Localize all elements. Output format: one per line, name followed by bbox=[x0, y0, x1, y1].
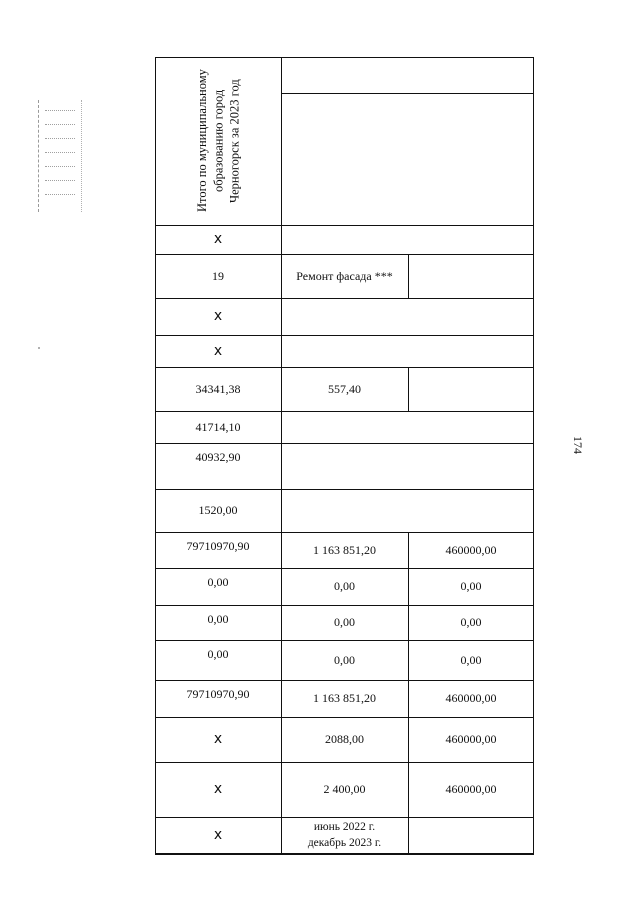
table-cell-col3: 460000,00 bbox=[445, 691, 497, 706]
table-cell-total: 0,00 bbox=[207, 647, 229, 661]
table-cell-col2: 2088,00 bbox=[325, 732, 364, 747]
page-number: 174 bbox=[571, 436, 585, 454]
table-cell-total: х bbox=[213, 308, 223, 325]
table-cell-col2 bbox=[281, 489, 408, 532]
table-cell-col3: 0,00 bbox=[460, 579, 482, 594]
table-cell-col2 bbox=[281, 298, 408, 335]
table-cell-col2: Ремонт фасада *** bbox=[296, 268, 393, 283]
faded-stamp-mark bbox=[38, 100, 82, 212]
row-divider bbox=[155, 854, 534, 855]
table-cell-col2 bbox=[281, 411, 408, 443]
table-cell-col2: июнь 2022 г. декабрь 2023 г. bbox=[307, 820, 382, 849]
table-cell-col2: 2 400,00 bbox=[323, 782, 366, 797]
table-cell-total: 79710970,90 bbox=[186, 539, 250, 553]
table-cell-col3: 0,00 bbox=[460, 652, 482, 667]
table-cell-col2: 1 163 851,20 bbox=[313, 542, 376, 557]
table-cell-col2: 0,00 bbox=[334, 615, 355, 630]
table-cell-col2 bbox=[281, 335, 408, 367]
table-cell-col2: 557,40 bbox=[328, 381, 361, 396]
table-cell-total: 0,00 bbox=[207, 612, 229, 626]
table-cell-col3: 460000,00 bbox=[445, 542, 497, 557]
table-cell-total: х bbox=[213, 827, 223, 844]
table-cell-col3 bbox=[408, 367, 534, 411]
table-cell-col2 bbox=[281, 225, 408, 254]
table-cell-total: 79710970,90 bbox=[186, 687, 250, 701]
table-cell-total: х bbox=[213, 231, 223, 248]
table-cell-total: 40932,90 bbox=[195, 450, 241, 464]
table-cell-col2 bbox=[281, 443, 408, 489]
table-cell-total: х bbox=[213, 342, 223, 359]
table-cell-col3: 460000,00 bbox=[445, 732, 497, 747]
table-cell-total: 34341,38 bbox=[195, 381, 241, 396]
table-cell-col3: 460000,00 bbox=[445, 782, 497, 797]
scan-speck bbox=[38, 347, 40, 349]
row-divider bbox=[281, 93, 534, 94]
table-cell-col3 bbox=[408, 817, 534, 854]
table-cell-col2: 1 163 851,20 bbox=[313, 691, 376, 706]
table-cell-col3 bbox=[408, 254, 534, 298]
table-cell-total: х bbox=[213, 781, 223, 798]
table-cell-col3: 0,00 bbox=[460, 615, 482, 630]
table-cell-total: 19 bbox=[212, 268, 224, 283]
table-cell-total: х bbox=[213, 731, 223, 748]
table-cell-total: 0,00 bbox=[207, 575, 229, 589]
table-cell-col2: 0,00 bbox=[334, 652, 355, 667]
column-header-text: Итого по муниципальному образованию город Черногорск за 2023 год bbox=[194, 69, 242, 213]
column-header-total bbox=[155, 57, 281, 225]
table-cell-col2: 0,00 bbox=[334, 579, 355, 594]
table-cell-total: 41714,10 bbox=[195, 419, 241, 434]
table-cell-total: 1520,00 bbox=[198, 503, 238, 518]
